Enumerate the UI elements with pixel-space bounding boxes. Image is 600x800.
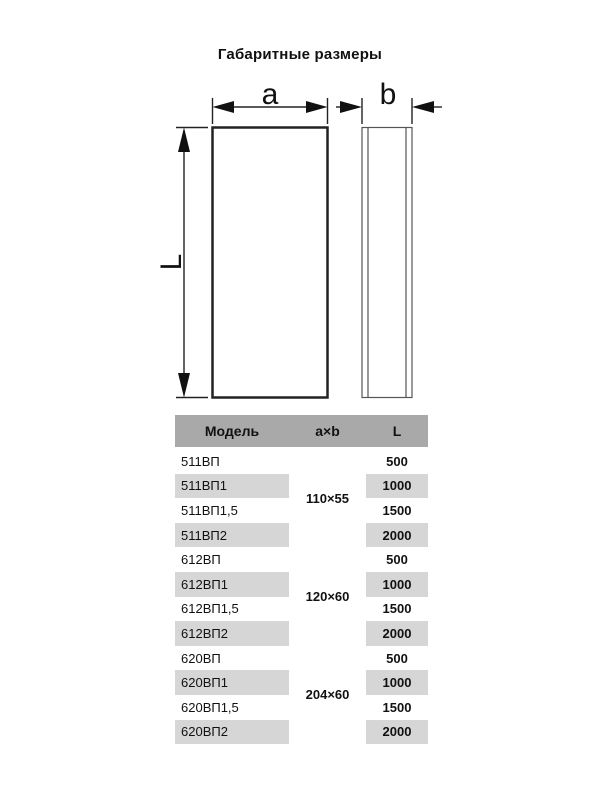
- cell-L: 500: [386, 650, 408, 666]
- cell-model: 612ВП1: [175, 572, 289, 597]
- cell-L: 1000: [366, 670, 428, 695]
- table-header-row: [175, 415, 428, 447]
- cell-L: 500: [386, 453, 408, 469]
- cell-model: 612ВП1,5: [181, 601, 239, 617]
- cell-model: 620ВП: [181, 650, 221, 666]
- cell-model: 511ВП2: [175, 523, 289, 548]
- table-row: [175, 646, 428, 671]
- cell-L: 1500: [382, 699, 412, 715]
- page-title: Габаритные размеры: [217, 46, 383, 63]
- cell-L: 2000: [366, 720, 428, 745]
- header-model: Модель: [175, 415, 289, 447]
- cell-L: 1500: [382, 601, 412, 617]
- side-view-outline: [362, 128, 412, 398]
- dimension-b-label: b: [379, 78, 397, 111]
- front-view-outline: [213, 128, 328, 398]
- cell-model: 511ВП1,5: [181, 502, 238, 518]
- table-row: [175, 449, 428, 474]
- cell-ab: 120×60: [305, 589, 350, 605]
- header-ab: a×b: [289, 415, 366, 447]
- table-row: [175, 547, 428, 572]
- cell-model: 612ВП2: [175, 621, 289, 646]
- cell-model: 620ВП1: [175, 670, 289, 695]
- cell-model: 511ВП: [181, 453, 220, 469]
- dimension-a-label: a: [261, 78, 279, 111]
- cell-model: 612ВП: [181, 552, 221, 568]
- cell-L: 1000: [366, 572, 428, 597]
- cell-model: 620ВП2: [175, 720, 289, 745]
- cell-ab: 110×55: [305, 490, 350, 506]
- cell-ab: 204×60: [305, 687, 350, 703]
- cell-L: 2000: [366, 621, 428, 646]
- cell-L: 1500: [382, 502, 412, 518]
- cell-model: 511ВП1: [175, 474, 289, 499]
- dimension-L-label: L: [155, 253, 188, 271]
- cell-L: 1000: [366, 474, 428, 499]
- cell-L: 2000: [366, 523, 428, 548]
- cell-L: 500: [386, 552, 408, 568]
- spec-table: [175, 415, 428, 744]
- header-L: L: [366, 415, 428, 447]
- cell-model: 620ВП1,5: [181, 699, 239, 715]
